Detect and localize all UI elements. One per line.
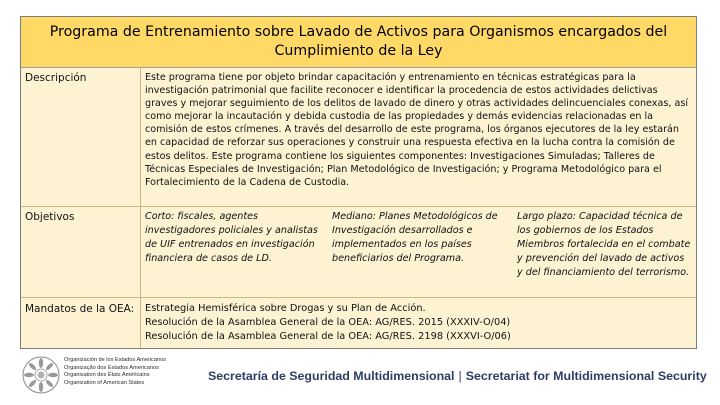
secretariat-en: Secretariat for Multidimensional Security xyxy=(465,369,707,383)
title-banner xyxy=(21,17,696,68)
mandate-line: Estrategia Hemisférica sobre Drogas y su Plan de Acción. xyxy=(145,303,426,314)
org-name-pt: Organização dos Estados Americanos xyxy=(64,364,159,371)
row-objetivos xyxy=(21,207,696,298)
org-name-en: Organization of American States xyxy=(64,379,145,386)
secretariat-es: Secretaría de Seguridad Multidimensional xyxy=(208,369,455,383)
objective-medium-term: Mediano: Planes Metodológicos de Investigación desarrollados e implementados en los países beneficiarios del Programa. xyxy=(332,211,498,264)
page-title: Programa de Entrenamiento sobre Lavado de Activos para Organismos encargados del Cumplimiento de la Ley xyxy=(49,24,668,59)
row-label-descripcion: Descripción xyxy=(25,72,87,84)
objective-long-term: Largo plazo: Capacidad técnica de los gobiernos de los Estados Miembros fortalecida en el combate y prevención del lavado de activos y del financiamiento del terrorismo. xyxy=(517,211,691,278)
secretariat-separator: | xyxy=(458,369,462,383)
mandate-line: Resolución de la Asamblea General de la OEA: AG/RES. 2015 (XXXIV-O/04) xyxy=(145,317,511,328)
mandate-line: Resolución de la Asamblea General de la OEA: AG/RES. 2198 (XXXVI-O/06) xyxy=(145,331,511,342)
row-label-mandatos: Mandatos de la OEA: xyxy=(25,303,135,315)
row-descripcion xyxy=(21,68,696,207)
oas-logo-icon xyxy=(22,356,60,394)
description-text: Este programa tiene por objeto brindar capacitación y entrenamiento en técnicas estratégicas para la investigación patrimonial que facilite reconocer e identificar la procedencia de estos actividades delictivas graves y mejorar seguimiento de los delitos de lavado de dinero y otras actividades delincuenciales conexas, así como mejorar la incautación y debida custodia de las propiedades y demás evidencias relacionadas en la comisión de estos crímenes. A través del desarrollo de este programa, los órganos ejecutores de la ley estarán en capacidad de reforzar sus operaciones y construir una respuesta efectiva en la lucha contra la comisión de estos delitos. Este programa contiene los siguientes componentes: Investigaciones Simuladas; Talleres de Técnicas Especiales de Investigación; Plan Metodológico de Investigación; y Programa Metodológico para el Fortalecimiento de la Cadena de Custodia. xyxy=(145,72,688,188)
column-divider xyxy=(140,298,141,348)
column-divider xyxy=(140,207,141,297)
objective-short-term: Corto: fiscales, agentes investigadores policiales y analistas de UIF entrenados en investigación financiera de casos de LD. xyxy=(145,211,318,264)
mandates-list xyxy=(145,302,690,344)
row-mandatos xyxy=(21,298,696,348)
program-table xyxy=(20,16,697,349)
org-name-fr: Organisation des États Américains xyxy=(64,372,150,379)
row-label-objetivos: Objetivos xyxy=(25,211,75,223)
organization-names xyxy=(64,357,194,387)
org-name-es: Organización de los Estados Americanos xyxy=(64,357,166,363)
column-divider xyxy=(140,68,141,206)
secretariat-banner xyxy=(208,369,707,383)
